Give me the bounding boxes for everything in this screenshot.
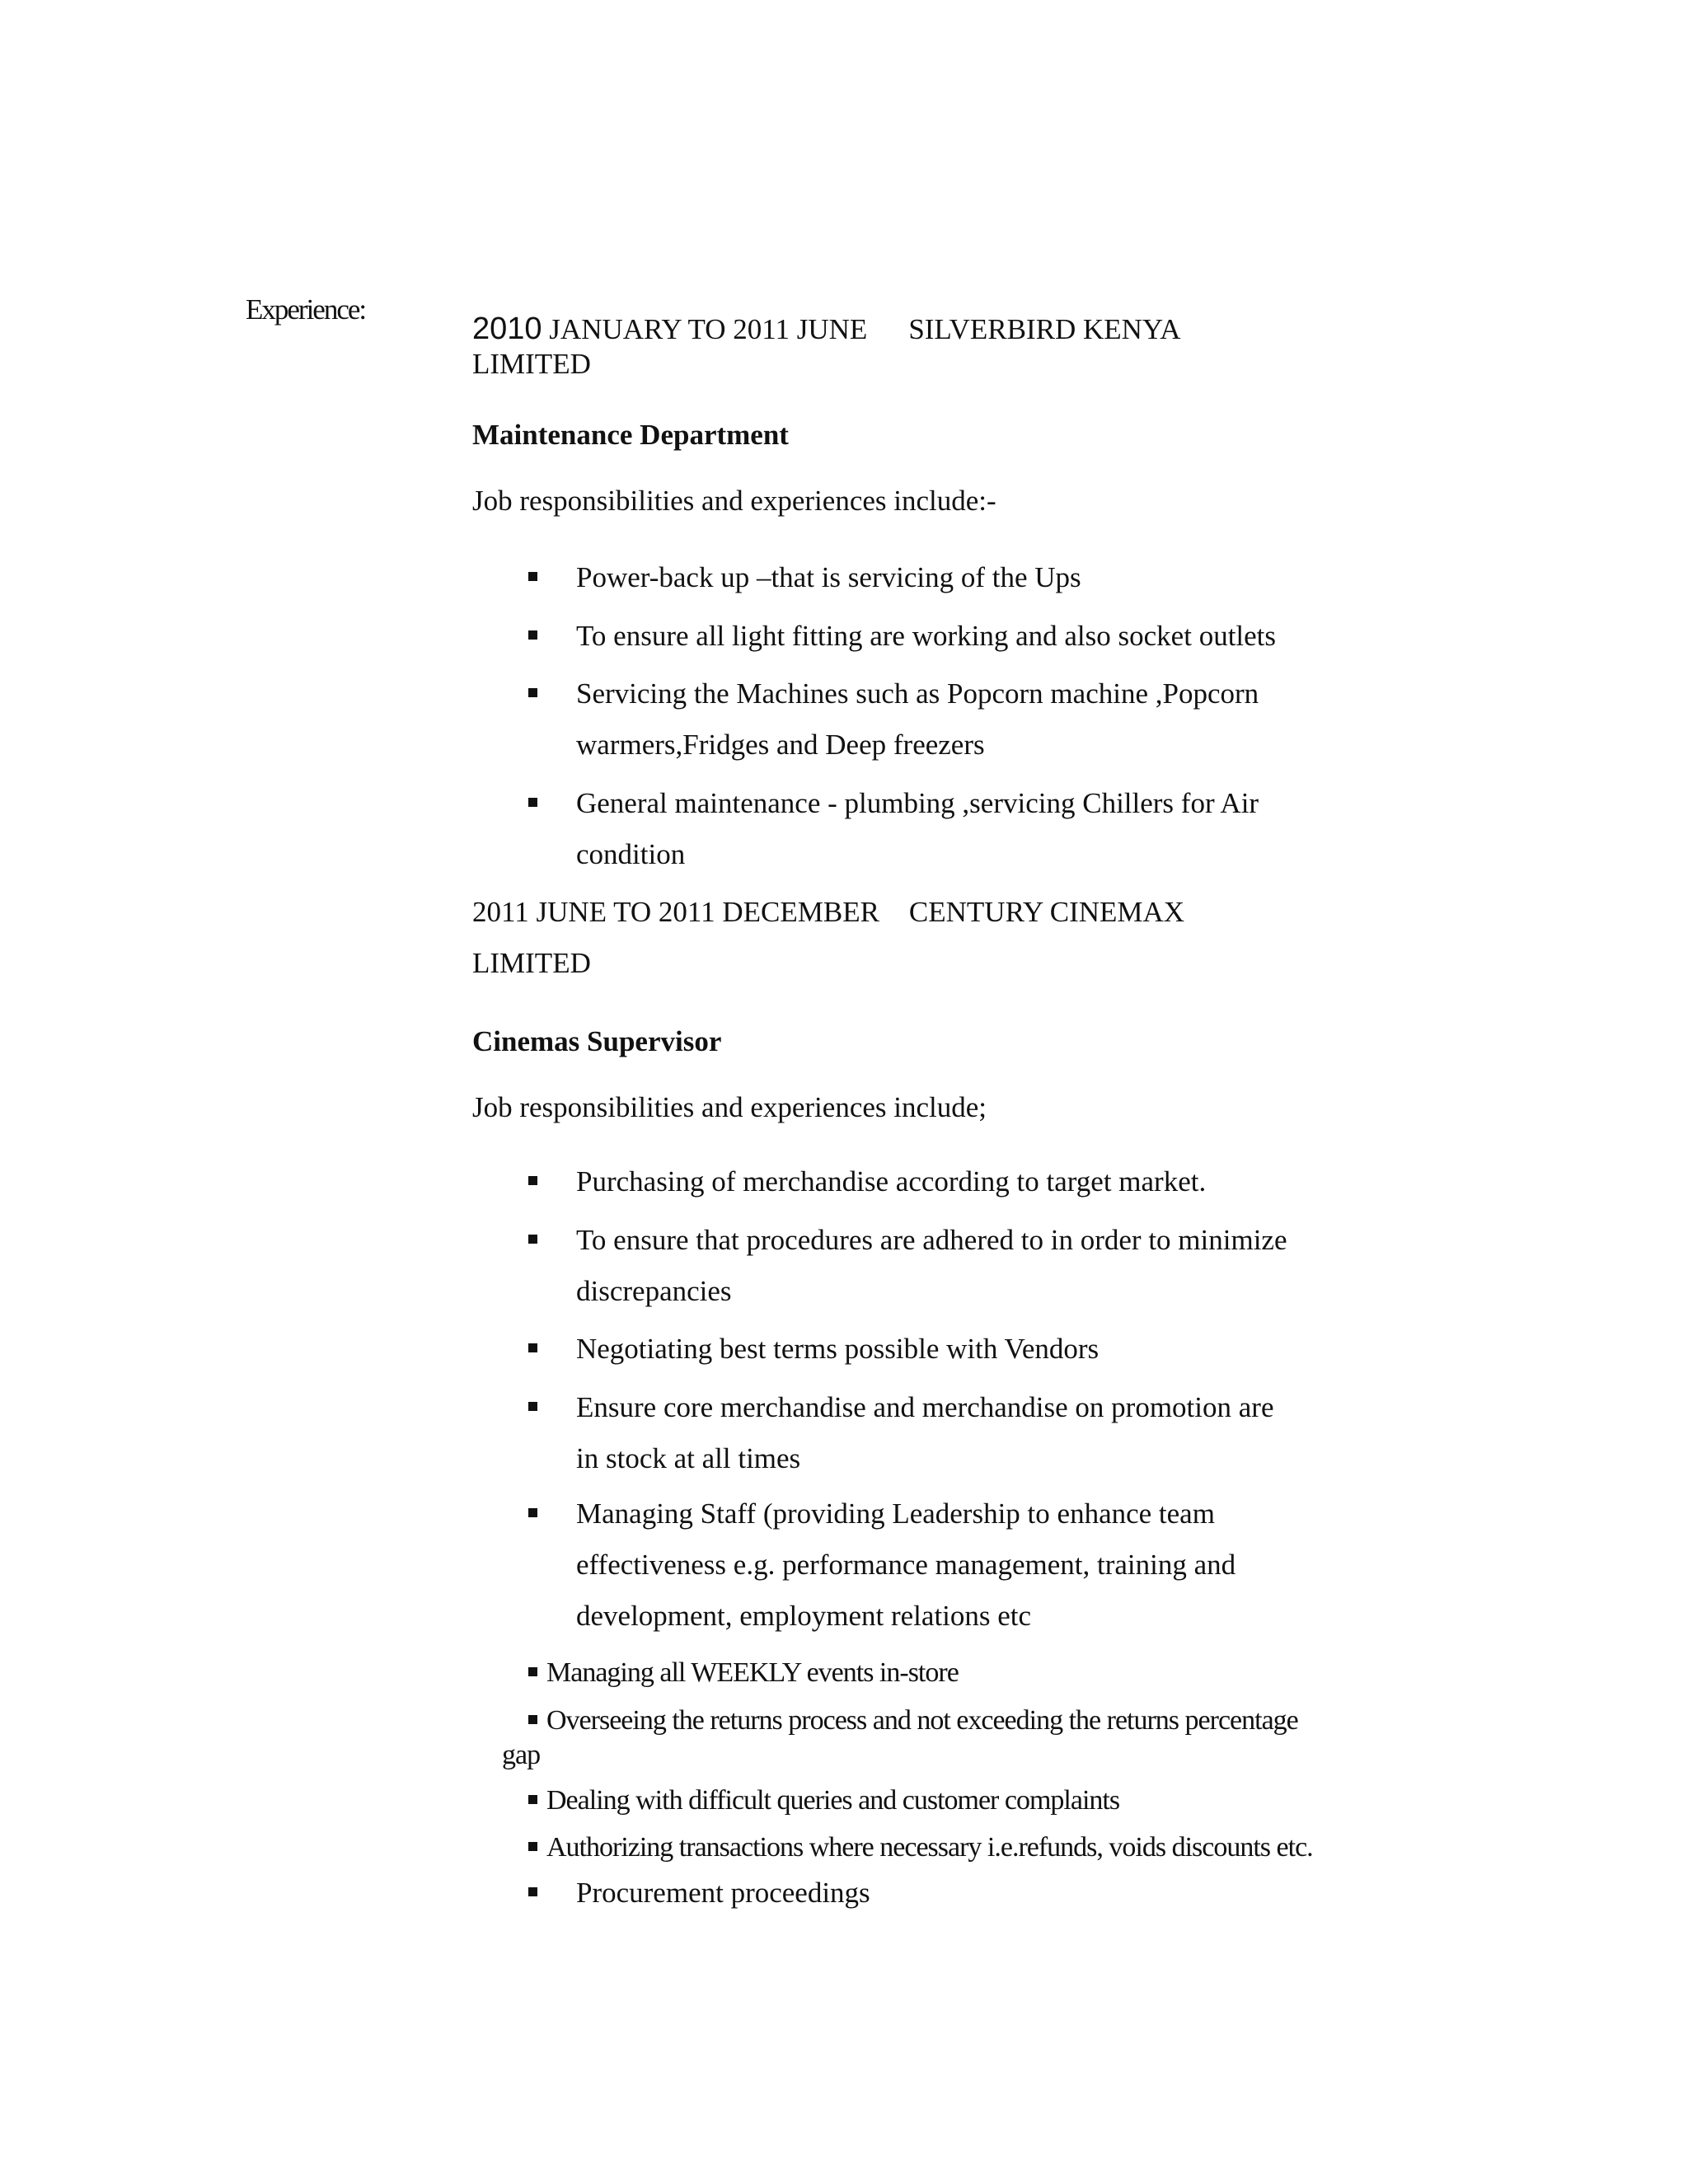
- section-label-experience: Experience:: [246, 293, 366, 326]
- duty-text: General maintenance - plumbing ,servicing Chillers for Air condition: [576, 787, 1259, 870]
- list-item: [472, 1382, 1379, 1484]
- square-bullet-icon: [528, 1667, 537, 1676]
- job-1-employer-line2: LIMITED: [472, 348, 591, 380]
- job-2-period: 2011 JUNE TO 2011 DECEMBER: [472, 896, 879, 928]
- square-bullet-icon: [528, 1842, 537, 1851]
- duty-text: Power-back up –that is servicing of the Ups: [576, 561, 1081, 593]
- duty-text: Procurement proceedings: [576, 1877, 870, 1909]
- list-item: [472, 668, 1379, 771]
- square-bullet-icon: [528, 1402, 537, 1411]
- job-1-employer-line1: SILVERBIRD KENYA: [908, 313, 1181, 345]
- square-bullet-icon: [528, 1235, 537, 1244]
- list-item: [472, 552, 1379, 603]
- square-bullet-icon: [528, 572, 537, 581]
- duty-text: Dealing with difficult queries and customer complaints: [546, 1785, 1120, 1816]
- square-bullet-icon: [528, 1176, 537, 1185]
- list-item: [472, 1215, 1379, 1317]
- list-item: [472, 1156, 1379, 1207]
- duty-text: To ensure all light fitting are working and also socket outlets: [576, 620, 1277, 652]
- list-item: [472, 1783, 1379, 1818]
- job-2-intro: Job responsibilities and experiences include;: [472, 1091, 987, 1123]
- job-2-employer-line1: CENTURY CINEMAX: [908, 896, 1185, 928]
- duty-text: Negotiating best terms possible with Vendors: [576, 1333, 1100, 1365]
- square-bullet-icon: [528, 798, 537, 807]
- square-bullet-icon: [528, 630, 537, 640]
- square-bullet-icon: [528, 1715, 537, 1724]
- list-item: [472, 1868, 1379, 1919]
- duty-text: Purchasing of merchandise according to target market.: [576, 1165, 1207, 1197]
- job-1-intro: Job responsibilities and experiences include:-: [472, 485, 996, 517]
- job-1-header: [472, 312, 1181, 382]
- duty-text-continuation: gap: [502, 1740, 541, 1770]
- job-1-title: Maintenance Department: [472, 419, 789, 451]
- job-2-header: [472, 887, 1184, 989]
- duty-text: Overseeing the returns process and not exceeding the returns percentage: [546, 1705, 1298, 1736]
- duty-text: Ensure core merchandise and merchandise on promotion are in stock at all times: [576, 1391, 1274, 1474]
- square-bullet-icon: [528, 688, 537, 697]
- square-bullet-icon: [528, 1795, 537, 1804]
- square-bullet-icon: [528, 1887, 537, 1896]
- duty-text: Managing all WEEKLY events in-store: [546, 1657, 959, 1688]
- list-item: [472, 1324, 1379, 1375]
- duty-text: Authorizing transactions where necessary i.e.refunds, voids discounts etc.: [546, 1832, 1313, 1863]
- square-bullet-icon: [528, 1343, 537, 1352]
- job-2-title: Cinemas Supervisor: [472, 1025, 722, 1057]
- job-1-year: 2010: [472, 312, 542, 346]
- job-2-employer-line2: LIMITED: [472, 947, 591, 979]
- list-item: [472, 1830, 1379, 1865]
- duty-text: Servicing the Machines such as Popcorn machine ,Popcorn warmers,Fridges and Deep freezers: [576, 677, 1259, 761]
- duty-text: Managing Staff (providing Leadership to enhance team effectiveness e.g. performance management, training and development, employment relations etc: [576, 1497, 1236, 1632]
- square-bullet-icon: [528, 1508, 537, 1517]
- job-1-period: JANUARY TO 2011 JUNE: [549, 313, 868, 345]
- list-item: [472, 778, 1379, 880]
- duty-text: To ensure that procedures are adhered to in order to minimize discrepancies: [576, 1224, 1287, 1307]
- list-item: [472, 1488, 1379, 1642]
- list-item: [472, 611, 1379, 662]
- list-item: [472, 1656, 1379, 1690]
- list-item: [472, 1704, 1379, 1773]
